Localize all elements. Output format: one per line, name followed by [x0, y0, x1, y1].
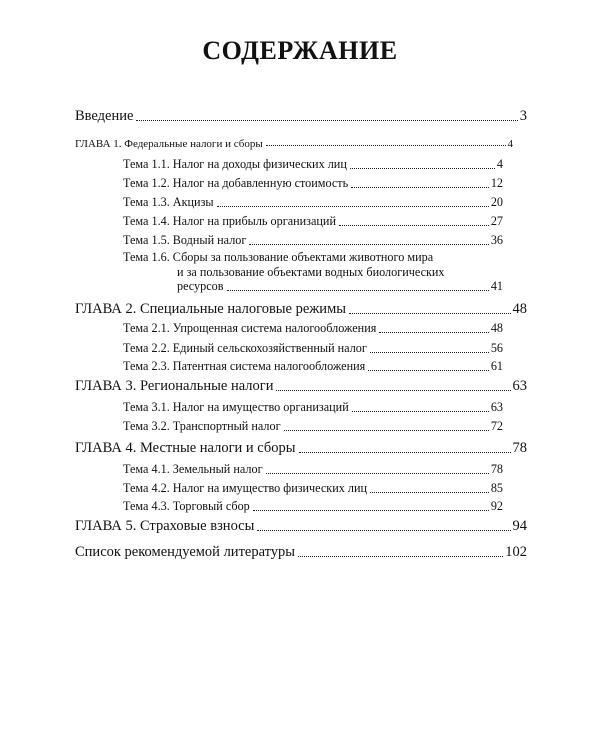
toc-page-number: 41 [490, 279, 503, 293]
toc-page-number: 85 [490, 481, 503, 495]
toc-entry-label: Тема 2.2. Единый сельскохозяйственный налог [123, 341, 367, 355]
dot-leader [257, 529, 510, 531]
toc-entry-label: Тема 2.1. Упрощенная система налогообложения [123, 321, 377, 335]
toc-entry-label: Тема 4.1. Земельный налог [123, 462, 263, 476]
toc-entry-label: Тема 1.2. Налог на добавленную стоимость [123, 176, 349, 190]
toc-entry-label-line-3: ресурсов [177, 279, 224, 293]
toc-entry-label: Тема 4.2. Налог на имущество физических лиц [123, 481, 368, 495]
toc-entry-topic-4-2[interactable] [123, 481, 503, 496]
toc-entry-label: Тема 3.1. Налог на имущество организаций [123, 400, 349, 414]
toc-entry-label: ГЛАВА 1. Федеральные налоги и сборы [75, 138, 263, 150]
toc-page-number: 78 [490, 462, 503, 476]
dot-leader [350, 167, 495, 169]
toc-entry-label: ГЛАВА 2. Специальные налоговые режимы [75, 301, 346, 317]
toc-page-number: 4 [496, 157, 503, 171]
toc-page-number: 72 [490, 419, 503, 433]
toc-page-number: 92 [490, 499, 503, 513]
dot-leader [370, 491, 489, 493]
toc-entry-chapter-4[interactable] [75, 440, 527, 457]
toc-page-number: 61 [490, 359, 503, 373]
toc-entry-chapter-1[interactable] [75, 138, 513, 150]
toc-entry-topic-1-3[interactable] [123, 195, 503, 210]
toc-entry-topic-2-3[interactable] [123, 359, 503, 374]
toc-entry-topic-1-2[interactable] [123, 176, 503, 191]
dot-leader [253, 509, 489, 511]
toc-entry-chapter-3[interactable] [75, 378, 527, 395]
dot-leader [339, 224, 489, 226]
toc-page-number: 56 [490, 341, 503, 355]
toc-entry-label: Тема 1.4. Налог на прибыль организаций [123, 214, 336, 228]
toc-entry-label: Тема 3.2. Транспортный налог [123, 419, 281, 433]
toc-entry-intro[interactable] [75, 108, 527, 125]
toc-entry-chapter-2[interactable] [75, 301, 527, 318]
toc-page-number: 63 [512, 378, 527, 394]
toc-entry-label: ГЛАВА 3. Региональные налоги [75, 378, 274, 394]
toc-entry-last-line [123, 279, 503, 294]
toc-entry-topic-3-1[interactable] [123, 400, 503, 415]
toc-entry-topic-3-2[interactable] [123, 419, 503, 434]
toc-entry-topic-1-6[interactable] [123, 250, 503, 294]
toc-page-number: 94 [512, 518, 527, 534]
toc-entry-label: Тема 1.3. Акцизы [123, 195, 214, 209]
toc-entry-label: Тема 1.5. Водный налог [123, 233, 247, 247]
toc-entry-label: Тема 4.3. Торговый сбор [123, 499, 250, 513]
dot-leader [266, 472, 489, 474]
dot-leader [266, 144, 506, 146]
toc-entry-topic-2-1[interactable] [123, 321, 503, 336]
toc-page-number: 48 [490, 321, 503, 335]
toc-entry-label: ГЛАВА 5. Страховые взносы [75, 518, 255, 534]
toc-page-number: 20 [490, 195, 503, 209]
toc-page-number: 78 [512, 440, 527, 456]
toc-entry-label: Введение [75, 108, 134, 124]
toc-entry-topic-4-3[interactable] [123, 499, 503, 514]
dot-leader [351, 186, 489, 188]
toc-page-number: 12 [490, 176, 503, 190]
toc-entry-topic-4-1[interactable] [123, 462, 503, 477]
toc-page-number: 102 [505, 544, 527, 560]
dot-leader [136, 119, 517, 121]
toc-page-number: 48 [512, 301, 527, 317]
toc-page-number: 27 [490, 214, 503, 228]
toc-page-number: 63 [490, 400, 503, 414]
toc-entry-chapter-5[interactable] [75, 518, 527, 535]
page-title: СОДЕРЖАНИЕ [202, 36, 398, 65]
dot-leader [299, 451, 511, 453]
dot-leader [352, 410, 489, 412]
dot-leader [370, 351, 489, 353]
dot-leader [379, 331, 488, 333]
toc-entry-label: Список рекомендуемой литературы [75, 544, 296, 560]
toc-entry-label-line-1: Тема 1.6. Сборы за пользование объектами животного мира [123, 250, 434, 264]
toc-entry-label: ГЛАВА 4. Местные налоги и сборы [75, 440, 296, 456]
toc-entry-topic-1-4[interactable] [123, 214, 503, 229]
toc-entry-label: Тема 1.1. Налог на доходы физических лиц [123, 157, 347, 171]
dot-leader [284, 429, 489, 431]
toc-page-number: 3 [519, 108, 527, 124]
toc-entry-label: Тема 2.3. Патентная система налогообложения [123, 359, 366, 373]
dot-leader [217, 205, 489, 207]
dot-leader [298, 555, 503, 557]
toc-entry-label-line-2: и за пользование объектами водных биологических [177, 264, 445, 279]
dot-leader [349, 312, 511, 314]
toc-entry-topic-1-5[interactable] [123, 233, 503, 248]
toc-entry-topic-1-1[interactable] [123, 157, 503, 172]
dot-leader [276, 389, 510, 391]
toc-page-number: 4 [507, 138, 513, 150]
dot-leader [368, 369, 489, 371]
toc-entry-references[interactable] [75, 544, 527, 561]
toc-page-number: 36 [490, 233, 503, 247]
dot-leader [249, 243, 488, 245]
dot-leader [227, 289, 489, 291]
toc-entry-topic-2-2[interactable] [123, 341, 503, 356]
